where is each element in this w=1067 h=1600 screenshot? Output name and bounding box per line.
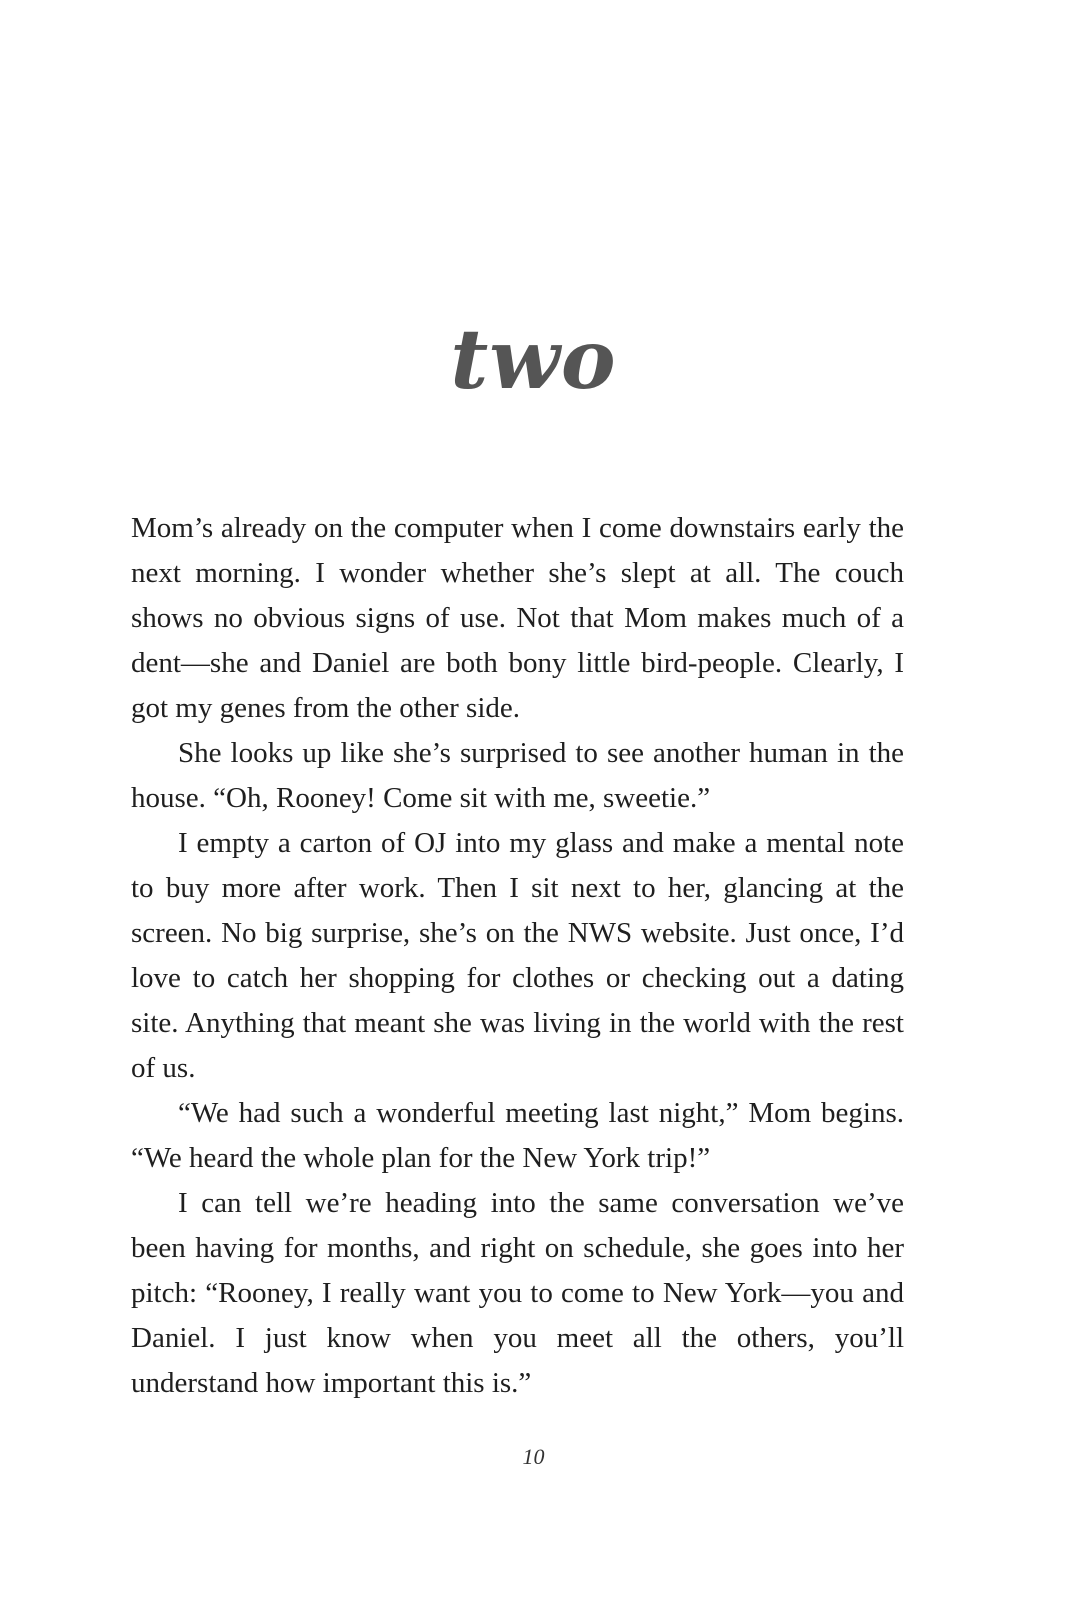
- chapter-title: two: [450, 311, 617, 408]
- paragraph: “We had such a wonderful meeting last night,” Mom begins. “We heard the whole plan for the New York trip!”: [131, 1097, 904, 1174]
- chapter-body: [131, 506, 904, 1406]
- paragraph: I can tell we’re heading into the same conversation we’ve been having for months, and right on schedule, she goes into her pitch: “Rooney, I really want you to come to New York—you and Daniel. I just know when you meet all the others, you’ll understand how important this is.”: [131, 1187, 904, 1399]
- paragraph: She looks up like she’s surprised to see another human in the house. “Oh, Rooney! Come sit with me, sweetie.”: [131, 737, 904, 814]
- paragraph: Mom’s already on the computer when I come downstairs early the next morning. I wonder whether she’s slept at all. The couch shows no obvious signs of use. Not that Mom makes much of a dent—she and Daniel are both bony little bird-people. Clearly, I got my genes from the other side.: [131, 512, 904, 724]
- paragraph: I empty a carton of OJ into my glass and make a mental note to buy more after work. Then I sit next to her, glancing at the screen. No big surprise, she’s on the NWS website. Just once, I’d love to catch her shopping for clothes or checking out a dating site. Anything that meant she was living in the world with the rest of us.: [131, 827, 904, 1084]
- page-number: 10: [522, 1444, 545, 1469]
